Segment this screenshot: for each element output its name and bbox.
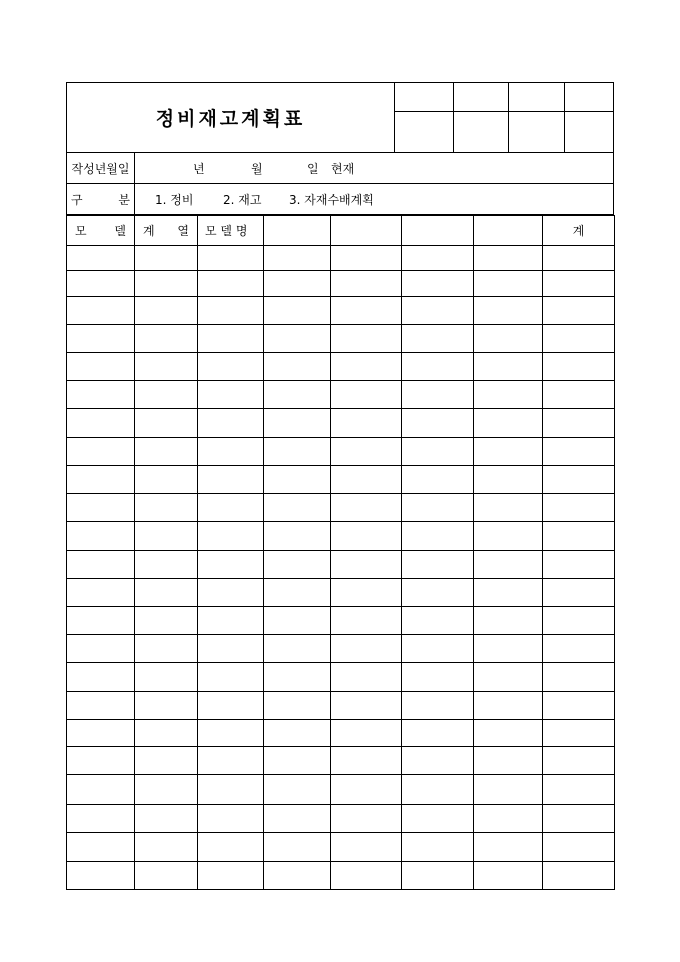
table-cell[interactable] xyxy=(402,466,474,494)
table-cell[interactable] xyxy=(198,353,264,381)
table-cell[interactable] xyxy=(402,522,474,551)
table-cell[interactable] xyxy=(543,466,615,494)
table-cell[interactable] xyxy=(474,297,543,325)
table-cell[interactable] xyxy=(135,775,198,805)
table-cell[interactable] xyxy=(198,551,264,579)
table-cell[interactable] xyxy=(264,607,331,635)
table-cell[interactable] xyxy=(474,635,543,663)
table-row xyxy=(67,635,615,663)
table-cell[interactable] xyxy=(474,466,543,494)
table-cell[interactable] xyxy=(135,325,198,353)
table-cell[interactable] xyxy=(474,438,543,466)
plan-table xyxy=(66,215,615,890)
table-cell[interactable] xyxy=(331,663,402,692)
table-cell[interactable] xyxy=(331,325,402,353)
table-cell[interactable] xyxy=(543,607,615,635)
table-cell[interactable] xyxy=(264,775,331,805)
table-cell[interactable] xyxy=(543,494,615,522)
table-cell[interactable] xyxy=(198,381,264,409)
date-label: 작성년월일 xyxy=(67,153,135,183)
table-cell[interactable] xyxy=(264,833,331,862)
date-suffix: 현재 xyxy=(331,161,355,176)
table-row xyxy=(67,522,615,551)
table-cell[interactable] xyxy=(67,833,135,862)
table-cell[interactable] xyxy=(402,353,474,381)
table-cell[interactable] xyxy=(135,579,198,607)
header-blank xyxy=(331,216,402,246)
table-cell[interactable] xyxy=(331,297,402,325)
approval-box xyxy=(394,83,614,152)
table-cell[interactable] xyxy=(402,551,474,579)
approval-cell[interactable] xyxy=(395,83,454,112)
table-cell[interactable] xyxy=(331,246,402,271)
table-cell[interactable] xyxy=(264,381,331,409)
table-cell[interactable] xyxy=(402,381,474,409)
table-cell[interactable] xyxy=(331,833,402,862)
table-cell[interactable] xyxy=(264,494,331,522)
table-row xyxy=(67,579,615,607)
table-cell[interactable] xyxy=(135,297,198,325)
table-cell[interactable] xyxy=(198,271,264,297)
table-cell[interactable] xyxy=(67,579,135,607)
table-cell[interactable] xyxy=(543,271,615,297)
table-cell[interactable] xyxy=(67,381,135,409)
date-row xyxy=(66,153,614,184)
approval-cell[interactable] xyxy=(395,112,454,152)
header-total: 계 xyxy=(543,216,615,246)
type-row xyxy=(66,184,614,215)
table-cell[interactable] xyxy=(543,862,615,890)
table-cell[interactable] xyxy=(198,438,264,466)
table-cell[interactable] xyxy=(264,663,331,692)
table-cell[interactable] xyxy=(331,862,402,890)
table-cell[interactable] xyxy=(331,551,402,579)
table-cell[interactable] xyxy=(67,747,135,775)
table-row xyxy=(67,551,615,579)
type-label-b: 분 xyxy=(118,192,130,207)
table-cell[interactable] xyxy=(264,635,331,663)
table-cell[interactable] xyxy=(135,805,198,833)
table-cell[interactable] xyxy=(135,522,198,551)
table-cell[interactable] xyxy=(264,720,331,747)
table-cell[interactable] xyxy=(543,692,615,720)
table-cell[interactable] xyxy=(67,862,135,890)
table-row xyxy=(67,409,615,438)
table-cell[interactable] xyxy=(474,551,543,579)
table-cell[interactable] xyxy=(543,438,615,466)
table-row xyxy=(67,325,615,353)
table-cell[interactable] xyxy=(198,635,264,663)
header-blank xyxy=(402,216,474,246)
table-cell[interactable] xyxy=(543,720,615,747)
table-cell[interactable] xyxy=(67,720,135,747)
header-model-name: 모 델 명 xyxy=(198,216,264,246)
table-cell[interactable] xyxy=(474,607,543,635)
table-cell[interactable] xyxy=(331,720,402,747)
table-cell[interactable] xyxy=(67,438,135,466)
table-cell[interactable] xyxy=(135,381,198,409)
table-cell[interactable] xyxy=(135,607,198,635)
header-blank xyxy=(264,216,331,246)
table-cell[interactable] xyxy=(135,862,198,890)
table-row xyxy=(67,246,615,271)
table-cell[interactable] xyxy=(474,833,543,862)
header-series-b: 열 xyxy=(177,224,189,238)
table-row xyxy=(67,862,615,890)
approval-cell[interactable] xyxy=(454,112,509,152)
table-cell[interactable] xyxy=(67,325,135,353)
table-cell[interactable] xyxy=(474,862,543,890)
table-row xyxy=(67,466,615,494)
table-cell[interactable] xyxy=(331,747,402,775)
title-row xyxy=(66,82,614,153)
table-header-row xyxy=(67,216,615,246)
table-cell[interactable] xyxy=(331,607,402,635)
table-cell[interactable] xyxy=(543,747,615,775)
table-row xyxy=(67,494,615,522)
table-cell[interactable] xyxy=(331,805,402,833)
table-cell[interactable] xyxy=(198,720,264,747)
table-cell[interactable] xyxy=(402,747,474,775)
approval-cell[interactable] xyxy=(454,83,509,112)
table-cell[interactable] xyxy=(67,271,135,297)
header-model-b: 델 xyxy=(114,224,126,238)
table-cell[interactable] xyxy=(543,635,615,663)
table-cell[interactable] xyxy=(198,579,264,607)
table-cell[interactable] xyxy=(402,775,474,805)
table-cell[interactable] xyxy=(135,466,198,494)
table-cell[interactable] xyxy=(264,805,331,833)
table-cell[interactable] xyxy=(67,353,135,381)
table-cell[interactable] xyxy=(474,246,543,271)
table-cell[interactable] xyxy=(402,271,474,297)
table-cell[interactable] xyxy=(402,720,474,747)
table-cell[interactable] xyxy=(67,775,135,805)
table-cell[interactable] xyxy=(135,635,198,663)
table-cell[interactable] xyxy=(198,466,264,494)
table-cell[interactable] xyxy=(543,579,615,607)
table-cell[interactable] xyxy=(543,297,615,325)
table-cell[interactable] xyxy=(264,297,331,325)
table-cell[interactable] xyxy=(198,607,264,635)
table-cell[interactable] xyxy=(331,466,402,494)
table-cell[interactable] xyxy=(474,775,543,805)
table-cell[interactable] xyxy=(402,246,474,271)
table-cell[interactable] xyxy=(474,271,543,297)
table-cell[interactable] xyxy=(543,353,615,381)
table-cell[interactable] xyxy=(331,381,402,409)
table-cell[interactable] xyxy=(135,409,198,438)
table-cell[interactable] xyxy=(543,325,615,353)
form-title: 정비재고계획표 xyxy=(155,108,306,130)
table-cell[interactable] xyxy=(264,325,331,353)
table-cell[interactable] xyxy=(543,522,615,551)
table-cell[interactable] xyxy=(67,466,135,494)
table-cell[interactable] xyxy=(402,635,474,663)
approval-cell[interactable] xyxy=(509,83,565,112)
table-cell[interactable] xyxy=(264,579,331,607)
table-cell[interactable] xyxy=(67,297,135,325)
type-option-3[interactable]: 3. 자재수배계획 xyxy=(289,192,374,207)
table-cell[interactable] xyxy=(543,775,615,805)
header-series-a: 계 xyxy=(143,224,155,238)
table-cell[interactable] xyxy=(135,663,198,692)
table-row xyxy=(67,297,615,325)
table-cell[interactable] xyxy=(135,692,198,720)
table-row xyxy=(67,833,615,862)
table-cell[interactable] xyxy=(264,862,331,890)
table-cell[interactable] xyxy=(198,325,264,353)
table-cell[interactable] xyxy=(331,353,402,381)
table-row xyxy=(67,805,615,833)
table-cell[interactable] xyxy=(198,494,264,522)
table-cell[interactable] xyxy=(402,805,474,833)
table-cell[interactable] xyxy=(474,409,543,438)
table-row xyxy=(67,271,615,297)
table-cell[interactable] xyxy=(474,325,543,353)
table-cell[interactable] xyxy=(402,438,474,466)
table-cell[interactable] xyxy=(474,692,543,720)
table-cell[interactable] xyxy=(474,720,543,747)
table-cell[interactable] xyxy=(198,805,264,833)
table-cell[interactable] xyxy=(402,692,474,720)
table-cell[interactable] xyxy=(543,381,615,409)
table-cell[interactable] xyxy=(331,775,402,805)
table-row xyxy=(67,775,615,805)
table-row xyxy=(67,663,615,692)
type-option-2[interactable]: 2. 재고 xyxy=(223,192,262,207)
table-cell[interactable] xyxy=(402,579,474,607)
header-series xyxy=(135,216,198,246)
table-cell[interactable] xyxy=(331,438,402,466)
table-cell[interactable] xyxy=(264,551,331,579)
table-cell[interactable] xyxy=(402,297,474,325)
table-cell[interactable] xyxy=(135,271,198,297)
table-cell[interactable] xyxy=(135,494,198,522)
approval-cell[interactable] xyxy=(509,112,565,152)
table-cell[interactable] xyxy=(67,246,135,271)
table-cell[interactable] xyxy=(264,271,331,297)
table-cell[interactable] xyxy=(135,353,198,381)
table-row xyxy=(67,607,615,635)
table-cell[interactable] xyxy=(402,409,474,438)
table-cell[interactable] xyxy=(264,353,331,381)
table-cell[interactable] xyxy=(543,663,615,692)
table-cell[interactable] xyxy=(135,833,198,862)
table-cell[interactable] xyxy=(198,522,264,551)
table-row xyxy=(67,381,615,409)
table-row xyxy=(67,438,615,466)
table-cell[interactable] xyxy=(331,494,402,522)
table-cell[interactable] xyxy=(135,720,198,747)
table-cell[interactable] xyxy=(67,522,135,551)
table-cell[interactable] xyxy=(474,663,543,692)
table-cell[interactable] xyxy=(402,663,474,692)
table-cell[interactable] xyxy=(474,579,543,607)
date-year-label: 년 xyxy=(193,161,205,176)
table-cell[interactable] xyxy=(198,663,264,692)
table-cell[interactable] xyxy=(402,607,474,635)
approval-cell[interactable] xyxy=(565,83,614,112)
approval-cell[interactable] xyxy=(565,112,614,152)
table-cell[interactable] xyxy=(135,246,198,271)
table-cell[interactable] xyxy=(67,607,135,635)
table-cell[interactable] xyxy=(198,246,264,271)
table-cell[interactable] xyxy=(331,579,402,607)
table-cell[interactable] xyxy=(135,551,198,579)
table-cell[interactable] xyxy=(198,747,264,775)
table-cell[interactable] xyxy=(198,833,264,862)
table-cell[interactable] xyxy=(67,692,135,720)
header-blank xyxy=(474,216,543,246)
table-cell[interactable] xyxy=(67,663,135,692)
table-cell[interactable] xyxy=(264,409,331,438)
table-cell[interactable] xyxy=(402,494,474,522)
table-cell[interactable] xyxy=(543,409,615,438)
table-cell[interactable] xyxy=(198,297,264,325)
header-model xyxy=(67,216,135,246)
table-cell[interactable] xyxy=(402,325,474,353)
table-cell[interactable] xyxy=(331,271,402,297)
table-cell[interactable] xyxy=(474,353,543,381)
table-cell[interactable] xyxy=(198,409,264,438)
table-cell[interactable] xyxy=(264,438,331,466)
table-cell[interactable] xyxy=(474,747,543,775)
type-label xyxy=(67,184,135,214)
table-cell[interactable] xyxy=(543,246,615,271)
table-cell[interactable] xyxy=(67,494,135,522)
table-cell[interactable] xyxy=(543,833,615,862)
table-cell[interactable] xyxy=(198,775,264,805)
table-row xyxy=(67,747,615,775)
table-cell[interactable] xyxy=(67,805,135,833)
table-cell[interactable] xyxy=(402,862,474,890)
table-cell[interactable] xyxy=(331,522,402,551)
table-cell[interactable] xyxy=(264,692,331,720)
table-cell[interactable] xyxy=(474,381,543,409)
header-model-a: 모 xyxy=(75,224,87,238)
table-cell[interactable] xyxy=(474,522,543,551)
table-row xyxy=(67,720,615,747)
table-cell[interactable] xyxy=(198,692,264,720)
table-row xyxy=(67,353,615,381)
date-month-label: 월 xyxy=(251,161,263,176)
table-cell[interactable] xyxy=(135,747,198,775)
table-cell[interactable] xyxy=(67,551,135,579)
table-cell[interactable] xyxy=(331,692,402,720)
table-cell[interactable] xyxy=(67,635,135,663)
table-row xyxy=(67,692,615,720)
table-cell[interactable] xyxy=(474,805,543,833)
table-cell[interactable] xyxy=(135,438,198,466)
table-cell[interactable] xyxy=(402,833,474,862)
plan-form xyxy=(66,82,614,890)
table-cell[interactable] xyxy=(67,409,135,438)
table-cell[interactable] xyxy=(331,635,402,663)
date-day-label: 일 xyxy=(307,161,319,176)
table-cell[interactable] xyxy=(264,747,331,775)
table-cell[interactable] xyxy=(543,551,615,579)
table-cell[interactable] xyxy=(543,805,615,833)
table-cell[interactable] xyxy=(264,466,331,494)
table-cell[interactable] xyxy=(474,494,543,522)
table-cell[interactable] xyxy=(198,862,264,890)
type-label-a: 구 xyxy=(71,192,83,207)
table-cell[interactable] xyxy=(264,522,331,551)
table-cell[interactable] xyxy=(331,409,402,438)
type-option-1[interactable]: 1. 정비 xyxy=(155,192,194,207)
table-cell[interactable] xyxy=(264,246,331,271)
